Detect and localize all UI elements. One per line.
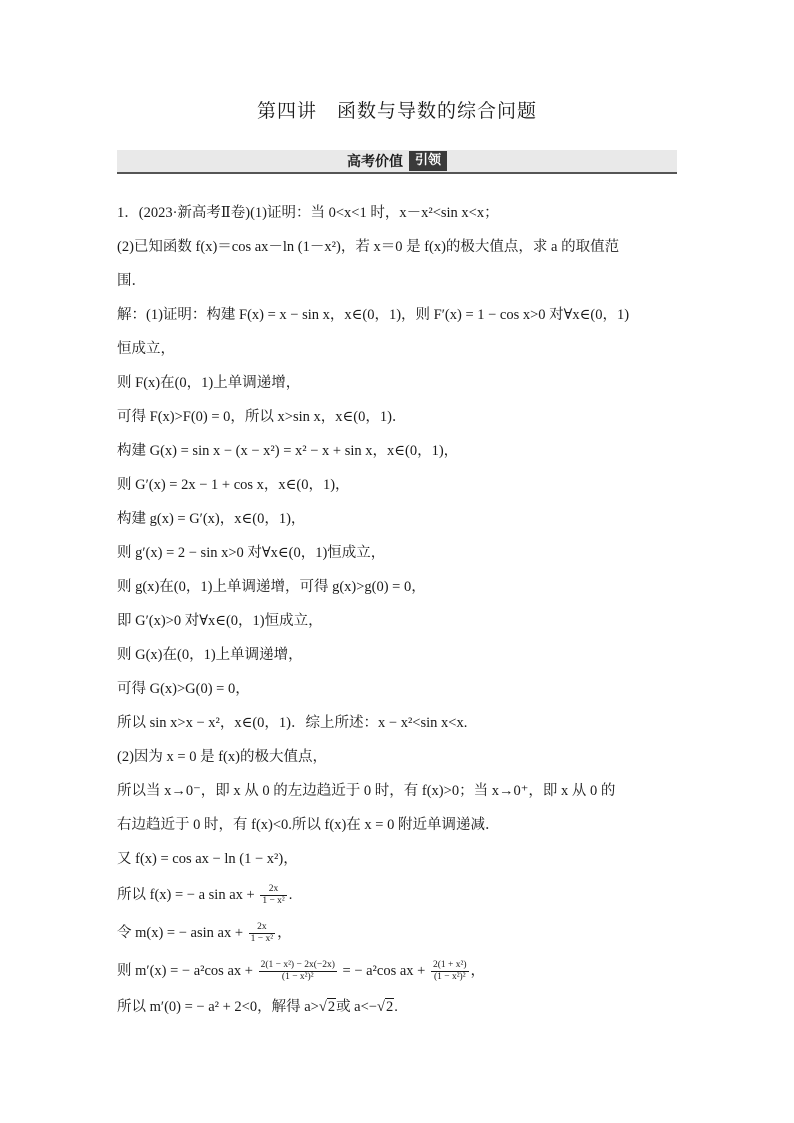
fraction [431, 960, 469, 983]
solution-line-17: 又 f(x) = cos ax − ln (1 − x²)， [117, 851, 298, 867]
solution-line-1: 解：(1)证明：构建 F(x) = x − sin x，x∈(0，1)，则 F′(x) = 1 − cos x>0 对∀x∈(0，1) [117, 307, 630, 323]
solution-line-15: 所以当 x→0⁻，即 x 从 0 的左边趋近于 0 时，有 f(x)>0；当 x→0⁺，即 x 从 0 的 [117, 783, 616, 799]
solution-line-9: 则 g(x)在(0，1)上单调递增，可得 g(x)>g(0) = 0， [117, 579, 426, 595]
solution-line-12: 可得 G(x)>G(0) = 0， [117, 681, 250, 697]
radicand: 2 [327, 999, 336, 1015]
section-banner [117, 150, 677, 174]
formula-text: 令 m(x) = − asin ax + [117, 925, 247, 941]
solution-line-13: 所以 sin x>x − x²，x∈(0，1)．综上所述：x − x²<sin x<x. [117, 715, 468, 731]
problem-line-2: (2)已知函数 f(x)＝cos ax－ln (1－x²)，若 x＝0 是 f(x)的极大值点，求 a 的取值范 [117, 239, 620, 255]
square-root: √2 [318, 999, 336, 1015]
solution-line-5: 构建 G(x) = sin x − (x − x²) = x² − x + sin x，x∈(0，1)， [117, 443, 459, 459]
formula-text: 则 m′(x) = − a²cos ax + [117, 963, 257, 979]
solution-line-18 [117, 876, 679, 914]
formula-text: ， [277, 925, 292, 941]
banner-main-label: 高考价值 [346, 154, 403, 170]
fraction-denominator: 1 − x² [250, 934, 274, 945]
formula-text: 所以 f(x) = − a sin ax + [117, 887, 259, 903]
fraction-numerator: 2(1 + x²) [432, 960, 467, 971]
fraction [249, 922, 275, 945]
fraction-numerator: 2x [260, 884, 286, 896]
fraction-denominator: (1 − x²)² [433, 972, 466, 983]
solution-line-19 [117, 914, 679, 952]
square-root: √2 [376, 999, 394, 1015]
solution-line-7: 构建 g(x) = G′(x)，x∈(0，1)， [117, 511, 306, 527]
solution-line-4: 可得 F(x)>F(0) = 0，所以 x>sin x，x∈(0，1)． [117, 409, 407, 425]
formula-text: . [394, 999, 398, 1015]
solution-line-2: 恒成立， [117, 341, 175, 357]
page-title: 第四讲 函数与导数的综合问题 [256, 100, 537, 122]
solution-line-21 [117, 990, 679, 1024]
solution-line-8: 则 g′(x) = 2 − sin x>0 对∀x∈(0，1)恒成立， [117, 545, 386, 561]
solution-line-10: 即 G′(x)>0 对∀x∈(0，1)恒成立， [117, 613, 323, 629]
formula-text: = − a²cos ax + [338, 963, 429, 979]
solution-line-11: 则 G(x)在(0，1)上单调递增， [117, 647, 303, 663]
problem-line-1: 1．(2023·新高考Ⅱ卷)(1)证明：当 0<x<1 时，x－x²<sin x<x； [117, 205, 499, 221]
fraction [260, 884, 286, 907]
formula-text: 所以 m′(0) = − a² + 2<0，解得 a> [117, 999, 319, 1015]
problem-line-3: 围． [117, 273, 146, 289]
solution-line-6: 则 G′(x) = 2x − 1 + cos x，x∈(0，1)， [117, 477, 350, 493]
fraction [259, 960, 337, 983]
solution-body [117, 196, 679, 1024]
formula-text: ， [470, 963, 486, 979]
fraction-numerator: 2(1 − x²) − 2x(−2x) [260, 960, 335, 971]
solution-line-14: (2)因为 x = 0 是 f(x)的极大值点， [117, 749, 327, 765]
solution-line-20 [117, 952, 679, 990]
formula-text: 或 a<− [336, 999, 377, 1015]
solution-line-16: 右边趋近于 0 时，有 f(x)<0.所以 f(x)在 x = 0 附近单调递减． [117, 817, 500, 833]
radicand: 2 [385, 999, 394, 1015]
formula-text: . [288, 887, 293, 903]
solution-line-3: 则 F(x)在(0，1)上单调递增， [117, 375, 301, 391]
fraction-numerator: 2x [249, 922, 275, 934]
banner-tag-label: 引领 [409, 151, 447, 171]
fraction-denominator: (1 − x²)² [281, 972, 314, 983]
fraction-denominator: 1 − x² [262, 896, 285, 907]
